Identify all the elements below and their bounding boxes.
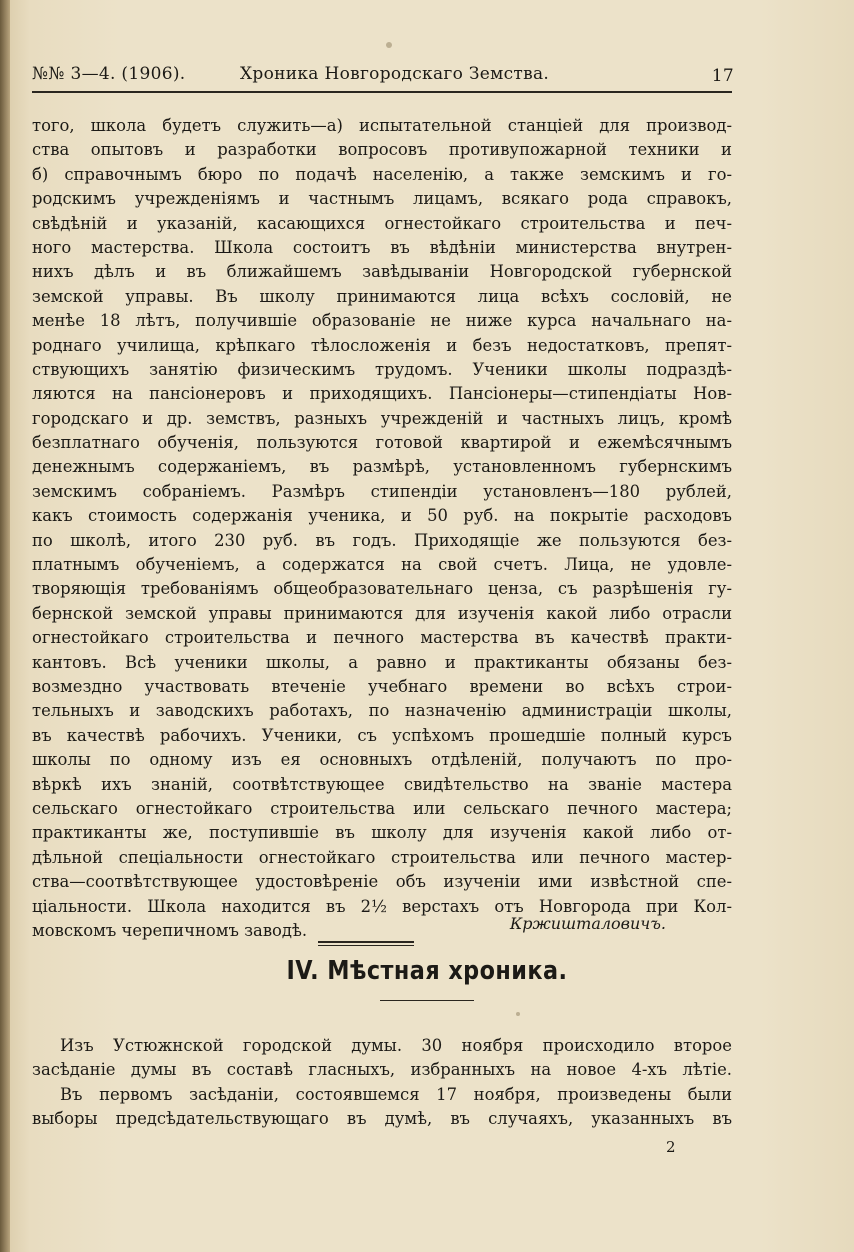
section-body [32,1034,732,1132]
text-line: огнестойкаго строительства и печного мастерства въ качествѣ практи- [32,628,732,648]
text-line: платнымъ обученіемъ, а содержатся на свой счетъ. Лица, не удовле- [32,555,732,575]
text-line: безплатнаго обученія, пользуются готовой квартирой и ежемѣсячнымъ [32,433,732,453]
text-line: тельныхъ и заводскихъ работахъ, по назначенію администраціи школы, [32,701,732,721]
text-line: денежнымъ содержаніемъ, въ размѣрѣ, установленномъ губернскимъ [32,457,732,477]
section-title: IV. Мѣстная хроника. [286,956,568,986]
text-line: мовскомъ черепичномъ заводѣ. [32,920,308,940]
text-line: практиканты же, поступившіе въ школу для изученія какой либо от- [32,823,732,843]
section-underline [380,1000,474,1001]
text-line: ства опытовъ и разработки вопросовъ противупожарной техники и [32,140,732,160]
article-body [32,114,732,943]
text-line: въ качествѣ рабочихъ. Ученики, съ успѣхомъ прошедшіе полный курсъ [32,725,732,745]
divider-top [318,941,414,943]
text-line: ляются на пансіонеровъ и приходящихъ. Пансіонеры—стипендіаты Нов- [32,384,732,404]
text-line: вѣркѣ ихъ знаній, соотвѣтствующее свидѣтельство на званіе мастера [32,774,732,794]
text-line: земской управы. Въ школу принимаются лица всѣхъ сословій, не [32,286,732,306]
text-line: нихъ дѣлъ и въ ближайшемъ завѣдываніи Новгородской губернской [32,262,732,282]
paper-spot [516,1012,520,1016]
text-line: засѣданіе думы въ составѣ гласныхъ, избранныхъ на новое 4-хъ лѣтіе. [32,1060,732,1080]
text-line: Изъ Устюжнской городской думы. 30 ноября происходило второе [60,1036,732,1055]
text-line: родскимъ учрежденіямъ и частнымъ лицамъ, всякаго рода справокъ, [32,189,732,209]
author-signature: Кржишталовичъ. [509,914,666,933]
text-line: возмездно участвовать втеченіе учебнаго времени во всѣхъ строи- [32,676,732,696]
text-line: сельскаго огнестойкаго строительства или сельскаго печного мастера; [32,798,732,818]
divider-bottom [318,945,414,946]
text-line: ного мастерства. Школа состоитъ въ вѣдѣніи министерства внутрен- [32,237,732,257]
page-number: 17 [711,66,734,86]
text-line: ства—соотвѣтствующее удостовѣреніе объ изученіи ими извѣстной спе- [32,872,732,892]
text-line: выборы предсѣдательствующаго въ думѣ, въ случаяхъ, указанныхъ въ [32,1109,732,1129]
signature-mark: 2 [666,1138,676,1156]
journal-title: Хроника Новгородскаго Земства. [240,64,550,84]
text-line: кантовъ. Всѣ ученики школы, а равно и практиканты обязаны без- [32,652,732,672]
text-line: б) справочнымъ бюро по подачѣ населенію, а также земскимъ и го- [32,164,732,184]
text-line: бернской земской управы принимаются для изученія какой либо отрасли [32,603,732,623]
text-line: роднаго училища, крѣпкаго тѣлосложенія и безъ недостатковъ, препят- [32,335,732,355]
text-line: ціальности. Школа находится въ 2½ верстахъ отъ Новгорода при Кол- [32,896,732,916]
text-line: школы по одному изъ ея основныхъ отдѣленій, получаютъ по про- [32,750,732,770]
text-line: ствующихъ занятію физическимъ трудомъ. Ученики школы подраздѣ- [32,359,732,379]
text-line: земскимъ собраніемъ. Размѣръ стипендіи установленъ—180 рублей, [32,481,732,501]
text-line: менѣе 18 лѣтъ, получившіе образованіе не ниже курса начальнаго на- [32,311,732,331]
issue-number: №№ 3—4. (1906). [32,64,186,84]
text-line: свѣдѣній и указаній, касающихся огнестойкаго строительства и печ- [32,213,732,233]
header-rule [32,91,732,93]
running-header [32,58,732,88]
text-line: Въ первомъ засѣданіи, состоявшемся 17 ноября, произведены были [60,1084,732,1104]
text-line: того, школа будетъ служить—а) испытательной станціей для производ- [32,116,732,135]
book-spine [0,0,10,1252]
text-line: дѣльной спеціальности огнестойкаго строительства или печного мастер- [32,847,732,867]
text-line: какъ стоимость содержанія ученика, и 50 руб. на покрытіе расходовъ [32,506,732,526]
paper-spot [386,42,392,48]
text-line: городскаго и др. земствъ, разныхъ учрежденій и частныхъ лицъ, кромѣ [32,408,732,428]
text-line: по школѣ, итого 230 руб. въ годъ. Приходящіе же пользуются без- [32,530,732,550]
text-line: творяющія требованіямъ общеобразовательнаго ценза, съ разрѣшенія гу- [32,579,732,599]
